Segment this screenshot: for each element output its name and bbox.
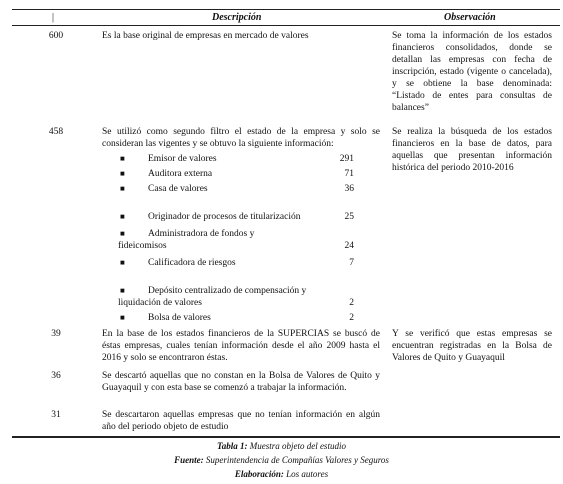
breakdown-value: 2 bbox=[349, 298, 354, 308]
bullet-icon: ■ bbox=[120, 258, 125, 267]
bullet-icon: ■ bbox=[120, 169, 125, 178]
bullet-icon: ■ bbox=[120, 313, 125, 322]
bullet-icon: ■ bbox=[120, 286, 125, 295]
breakdown-value: 25 bbox=[344, 212, 354, 222]
header-observation: Observación bbox=[444, 12, 496, 23]
bullet-icon: ■ bbox=[120, 229, 125, 238]
row-description: Se utilizó como segundo filtro el estado de la empresa y solo se consideran las vigentes y se obtuvo la siguiente información: bbox=[102, 127, 380, 149]
row-count: 39 bbox=[51, 329, 61, 339]
row-count: 458 bbox=[48, 127, 64, 137]
breakdown-value: 7 bbox=[349, 258, 354, 268]
bullet-icon: ■ bbox=[120, 184, 125, 193]
breakdown-value: 2 bbox=[349, 313, 354, 323]
author-line bbox=[0, 468, 563, 480]
breakdown-label: Emisor de valores bbox=[148, 154, 217, 164]
breakdown-value: 36 bbox=[344, 184, 354, 194]
breakdown-label: Depósito centralizado de compensación y liquidación de valores bbox=[118, 286, 307, 308]
breakdown-value: 71 bbox=[344, 169, 354, 179]
breakdown-label: Originador de procesos de titularización bbox=[148, 212, 301, 222]
breakdown-label: Bolsa de valores bbox=[148, 313, 211, 323]
source-text: Superintendencia de Compañías Valores y Seguros bbox=[205, 455, 389, 465]
row-description: Se descartó aquellas que no constan en la Bolsa de Valores de Quito y Guayaquil y con esta base se comenzó a trabajar la información. bbox=[102, 371, 380, 393]
breakdown-value: 291 bbox=[339, 154, 354, 164]
caption-text: Muestra objeto del estudio bbox=[249, 441, 346, 451]
header-bottom-rule bbox=[12, 25, 560, 26]
breakdown-label: Casa de valores bbox=[148, 184, 208, 194]
row-count: 600 bbox=[48, 31, 64, 41]
header-col0: | bbox=[52, 12, 55, 23]
header-description: Descripción bbox=[212, 12, 262, 23]
breakdown-label: Auditora externa bbox=[148, 169, 213, 179]
author-text: Los autores bbox=[286, 469, 329, 479]
row-description: En la base de los estados financieros de la SUPERCIAS se buscó de éstas empresas, cuales tenían información desde el año 2009 hasta el 2016 y solo se encontraron éstas. bbox=[102, 329, 380, 363]
bullet-icon: ■ bbox=[120, 212, 125, 221]
row-count: 31 bbox=[51, 410, 61, 420]
source-line bbox=[0, 454, 563, 466]
table-caption bbox=[0, 440, 563, 452]
author-label: Elaboración: bbox=[234, 469, 284, 479]
bullet-icon: ■ bbox=[120, 154, 125, 163]
row-description: Es la base original de empresas en mercado de valores bbox=[102, 31, 309, 41]
row-observation: Y se verificó que estas empresas se encuentran registradas en la Bolsa de Valores de Quito y Guayaquil bbox=[392, 329, 552, 363]
breakdown-label: Administradora de fondos y fideicomisos bbox=[118, 229, 255, 251]
row-observation: Se realiza la búsqueda de los estados financieros en la base de datos, para aquellas que presentan información histórica del periodo 2010-2016 bbox=[392, 127, 552, 173]
table-bottom-rule bbox=[12, 436, 560, 438]
breakdown-label: Calificadora de riesgos bbox=[148, 258, 236, 268]
row-description: Se descartaron aquellas empresas que no tenían información en algún año del periodo objeto de estudio bbox=[102, 410, 380, 432]
row-observation: Se toma la información de los estados financieros consolidados, donde se detallan las empresas con fecha de inscripción, estado (vigente o cancelada), y se obtiene la base denominada: “Listado de entes para consultas de balances” bbox=[392, 31, 552, 113]
table-top-rule bbox=[12, 9, 560, 10]
breakdown-value: 24 bbox=[344, 241, 354, 251]
row-count: 36 bbox=[51, 371, 61, 381]
caption-label: Tabla 1: bbox=[217, 441, 248, 451]
source-label: Fuente: bbox=[174, 455, 204, 465]
